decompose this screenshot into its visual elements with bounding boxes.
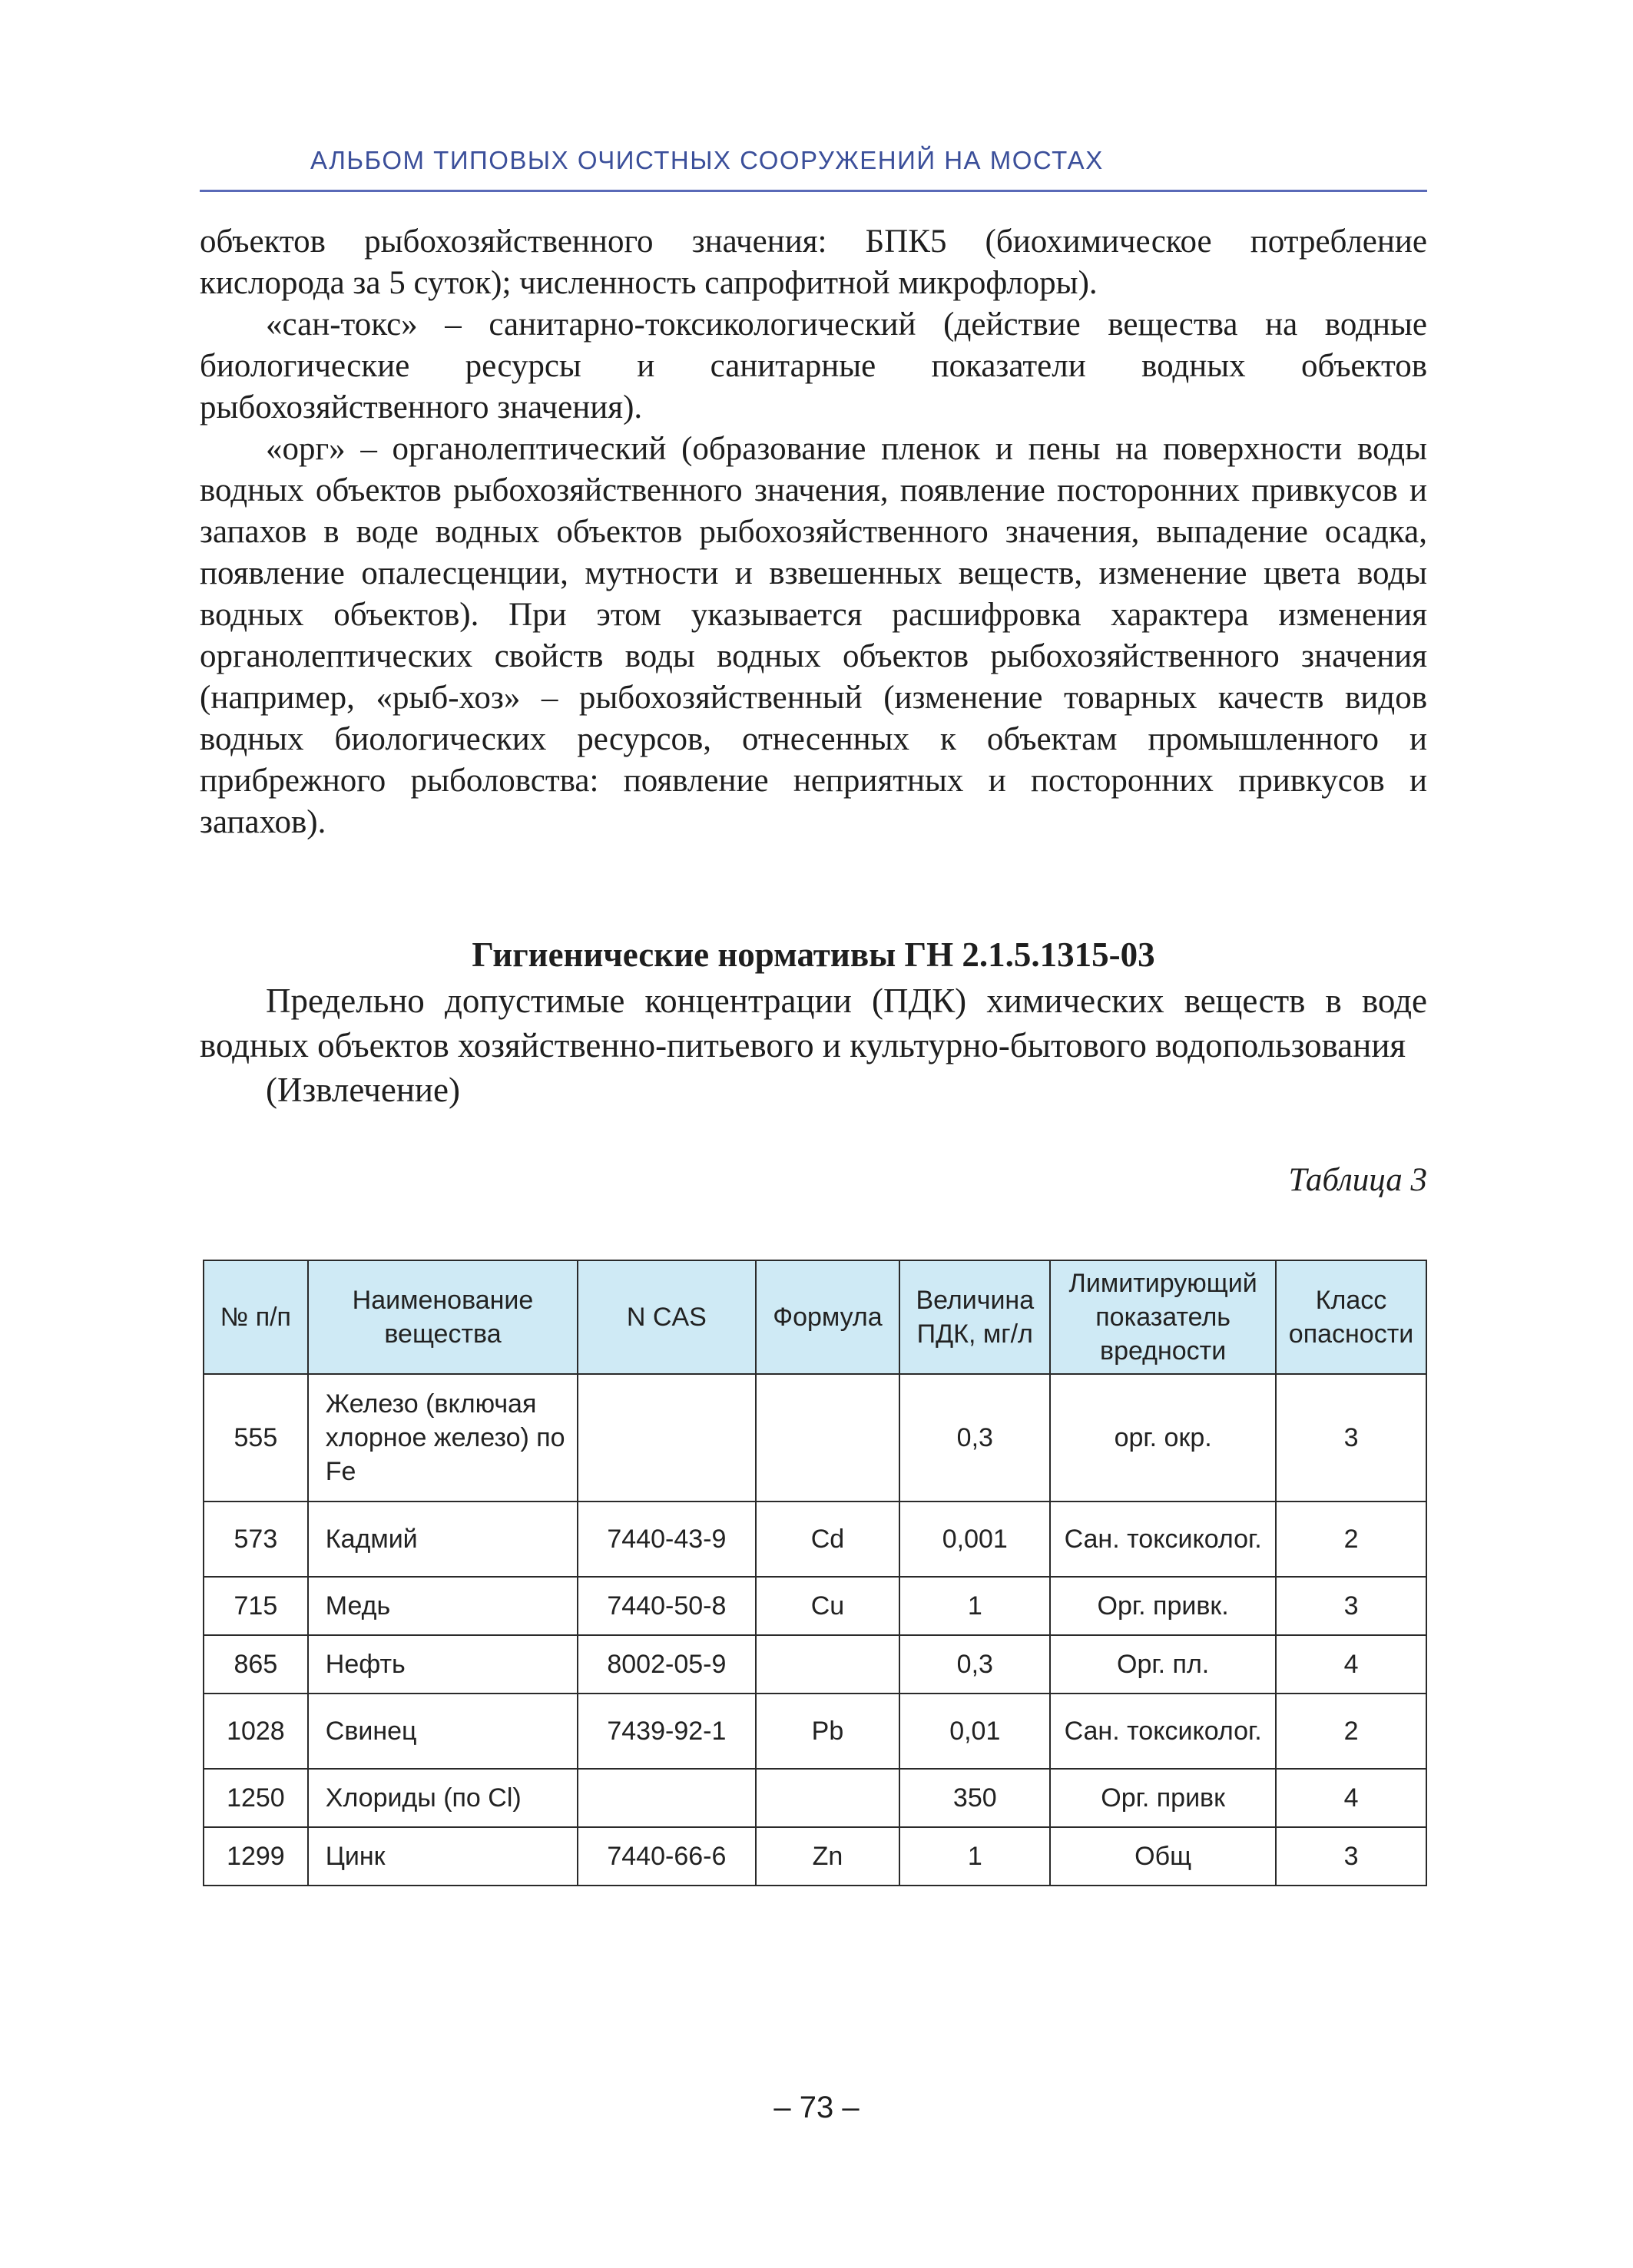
table-cell: 1028: [204, 1694, 308, 1769]
table-cell: 3: [1276, 1577, 1426, 1635]
table-cell: 8002-05-9: [578, 1635, 755, 1694]
pdk-table: [203, 1260, 1427, 1886]
table-cell: 7440-43-9: [578, 1502, 755, 1577]
table-cell: Cd: [756, 1502, 900, 1577]
table-cell: Сан. токсиколог.: [1050, 1694, 1276, 1769]
table-cell: 1250: [204, 1769, 308, 1827]
table-cell: 573: [204, 1502, 308, 1577]
table-cell: Железо (включая хлорное железо) по Fe: [308, 1374, 578, 1502]
table-cell: 865: [204, 1635, 308, 1694]
table-caption: Таблица 3: [1288, 1162, 1427, 1198]
table-cell: Орг. привк: [1050, 1769, 1276, 1827]
table-cell: Общ: [1050, 1827, 1276, 1886]
table-cell: Орг. привк.: [1050, 1577, 1276, 1635]
header-rule: [200, 190, 1427, 192]
table-cell: 555: [204, 1374, 308, 1502]
table-cell: [578, 1374, 755, 1502]
column-header: № п/п: [204, 1260, 308, 1374]
table-cell: 0,3: [899, 1374, 1050, 1502]
table-cell: 715: [204, 1577, 308, 1635]
section-note: (Извлечение): [266, 1071, 460, 1109]
section-title: Гигиенические нормативы ГН 2.1.5.1315-03: [472, 935, 1155, 974]
table-cell: 0,01: [899, 1694, 1050, 1769]
table-cell: 0,001: [899, 1502, 1050, 1577]
table-cell: 7440-50-8: [578, 1577, 755, 1635]
table-cell: 1: [899, 1827, 1050, 1886]
table-cell: Сан. токсиколог.: [1050, 1502, 1276, 1577]
column-header: N CAS: [578, 1260, 755, 1374]
column-header: Формула: [756, 1260, 900, 1374]
table-row: [204, 1374, 1426, 1502]
table-cell: [756, 1769, 900, 1827]
table-cell: Zn: [756, 1827, 900, 1886]
table-row: [204, 1694, 1426, 1769]
table-cell: Pb: [756, 1694, 900, 1769]
paragraph: объектов рыбохозяйственного значения: БПК5 (биохимическое потребление кислорода за 5 суток); численность сапрофитной микрофлоры).: [200, 223, 1427, 301]
table-cell: Цинк: [308, 1827, 578, 1886]
table-cell: Нефть: [308, 1635, 578, 1694]
table-cell: 2: [1276, 1694, 1426, 1769]
column-header: Наименование вещества: [308, 1260, 578, 1374]
table-cell: Cu: [756, 1577, 900, 1635]
table-cell: 4: [1276, 1635, 1426, 1694]
table-cell: Свинец: [308, 1694, 578, 1769]
column-header: Лимитирующий показатель вредности: [1050, 1260, 1276, 1374]
table-cell: 3: [1276, 1827, 1426, 1886]
table-cell: Кадмий: [308, 1502, 578, 1577]
running-header: АЛЬБОМ ТИПОВЫХ ОЧИСТНЫХ СООРУЖЕНИЙ НА МОСТАХ: [310, 146, 1104, 174]
table-cell: 350: [899, 1769, 1050, 1827]
table-cell: 0,3: [899, 1635, 1050, 1694]
section-subtitle: Предельно допустимые концентрации (ПДК) химических веществ в воде водных объектов хозяйственно-питьевого и культурно-бытового водопользования: [200, 982, 1427, 1064]
table-row: [204, 1635, 1426, 1694]
table-header-row: [204, 1260, 1426, 1374]
table-row: [204, 1577, 1426, 1635]
table-cell: [756, 1374, 900, 1502]
table-cell: [756, 1635, 900, 1694]
table-cell: орг. окр.: [1050, 1374, 1276, 1502]
table-cell: 7440-66-6: [578, 1827, 755, 1886]
page-number: – 73 –: [773, 2091, 860, 2124]
table-cell: 2: [1276, 1502, 1426, 1577]
table-row: [204, 1769, 1426, 1827]
table-cell: 1: [899, 1577, 1050, 1635]
column-header: Класс опасности: [1276, 1260, 1426, 1374]
column-header: Величина ПДК, мг/л: [899, 1260, 1050, 1374]
table-cell: Медь: [308, 1577, 578, 1635]
table-cell: 1299: [204, 1827, 308, 1886]
section-subtitle-block: [200, 978, 1427, 1112]
body-text: [200, 221, 1427, 843]
table-cell: 4: [1276, 1769, 1426, 1827]
table-cell: 7439-92-1: [578, 1694, 755, 1769]
table-cell: Хлориды (по Cl): [308, 1769, 578, 1827]
table-cell: 3: [1276, 1374, 1426, 1502]
table-cell: Орг. пл.: [1050, 1635, 1276, 1694]
paragraph: «сан-токс» – санитарно-токсикологический (действие вещества на водные биологические ресурсы и санитарные показатели водных объектов рыбохозяйственного значения).: [200, 306, 1427, 425]
table-cell: [578, 1769, 755, 1827]
paragraph: «орг» – органолептический (образование пленок и пены на поверхности воды водных объектов рыбохозяйственного значения, появление посторонних привкусов и запахов в воде водных объектов рыбохозяйственного значения, выпадение осадка, появление опалесценции, мутности и взвешенных веществ, изменение цвета воды водных объектов). При этом указывается расшифровка характера изменения органолептических свойств воды водных объектов рыбохозяйственного значения (например, «рыб-хоз» – рыбохозяйственный (изменение товарных качеств видов водных биологических ресурсов, отнесенных к объектам промышленного и прибрежного рыболовства: появление неприятных и посторонних привкусов и запахов).: [200, 431, 1427, 840]
table-row: [204, 1827, 1426, 1886]
table-row: [204, 1502, 1426, 1577]
